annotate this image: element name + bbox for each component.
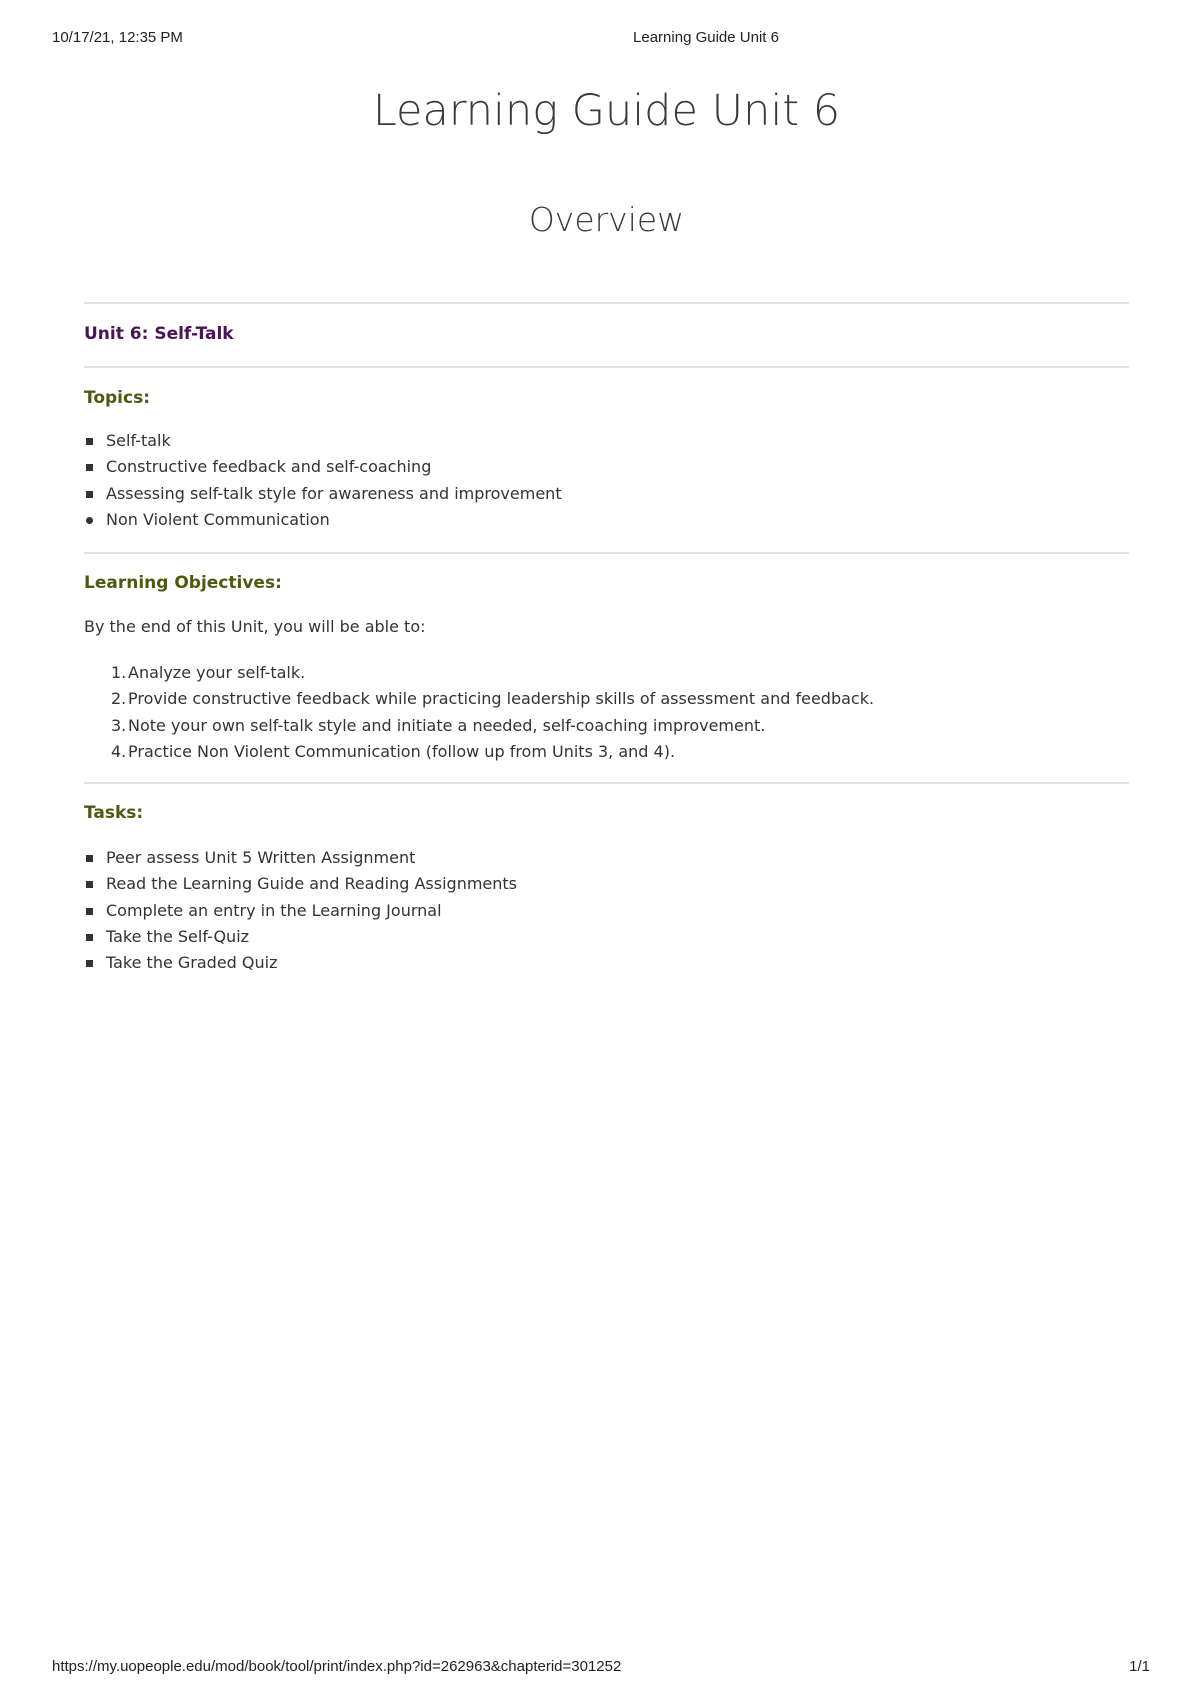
list-item: Peer assess Unit 5 Written Assignment <box>84 845 517 871</box>
page-number: 1/1 <box>1129 1658 1150 1675</box>
objectives-heading: Learning Objectives: <box>84 573 282 593</box>
tasks-heading: Tasks: <box>84 803 144 823</box>
bullet-icon <box>86 438 93 445</box>
page-title: Learning Guide Unit 6 <box>372 86 841 136</box>
list-item: Take the Self-Quiz <box>84 924 517 950</box>
list-item: 3. Note your own self-talk style and initiate a needed, self-coaching improvement. <box>111 715 766 735</box>
topics-heading: Topics: <box>84 388 151 408</box>
bullet-icon <box>86 934 93 941</box>
bullet-icon <box>86 491 93 498</box>
print-footer <box>0 1658 1200 1678</box>
print-header-title: Learning Guide Unit 6 <box>633 29 779 46</box>
divider <box>84 302 1129 304</box>
objectives-list <box>84 660 875 765</box>
objectives-intro: By the end of this Unit, you will be able to: <box>84 617 426 636</box>
bullet-icon <box>86 881 93 888</box>
chapter-title: Overview <box>528 200 685 239</box>
bullet-icon <box>86 855 93 862</box>
list-item: Complete an entry in the Learning Journal <box>84 898 517 924</box>
list-item: 4. Practice Non Violent Communication (follow up from Units 3, and 4). <box>111 741 676 761</box>
list-item: Constructive feedback and self-coaching <box>84 454 562 480</box>
bullet-icon <box>86 960 93 967</box>
list-item: Take the Graded Quiz <box>84 950 517 976</box>
divider <box>84 782 1129 784</box>
list-item: Read the Learning Guide and Reading Assignments <box>84 871 517 897</box>
list-item: 2. Provide constructive feedback while practicing leadership skills of assessment and feedback. <box>111 689 875 709</box>
print-datetime: 10/17/21, 12:35 PM <box>52 29 183 46</box>
bullet-icon <box>86 908 93 915</box>
tasks-list <box>84 845 517 976</box>
topics-list <box>84 428 562 533</box>
print-header <box>0 29 1200 49</box>
list-item: Self-talk <box>84 428 562 454</box>
list-item: Assessing self-talk style for awareness and improvement <box>84 481 562 507</box>
divider <box>84 366 1129 368</box>
bullet-icon <box>86 464 93 471</box>
list-item: Non Violent Communication <box>84 507 562 533</box>
bullet-icon <box>86 517 93 524</box>
unit-heading: Unit 6: Self-Talk <box>84 324 234 344</box>
print-url: https://my.uopeople.edu/mod/book/tool/print/index.php?id=262963&chapterid=301252 <box>52 1658 622 1675</box>
list-item: 1. Analyze your self-talk. <box>111 663 306 682</box>
divider <box>84 552 1129 554</box>
